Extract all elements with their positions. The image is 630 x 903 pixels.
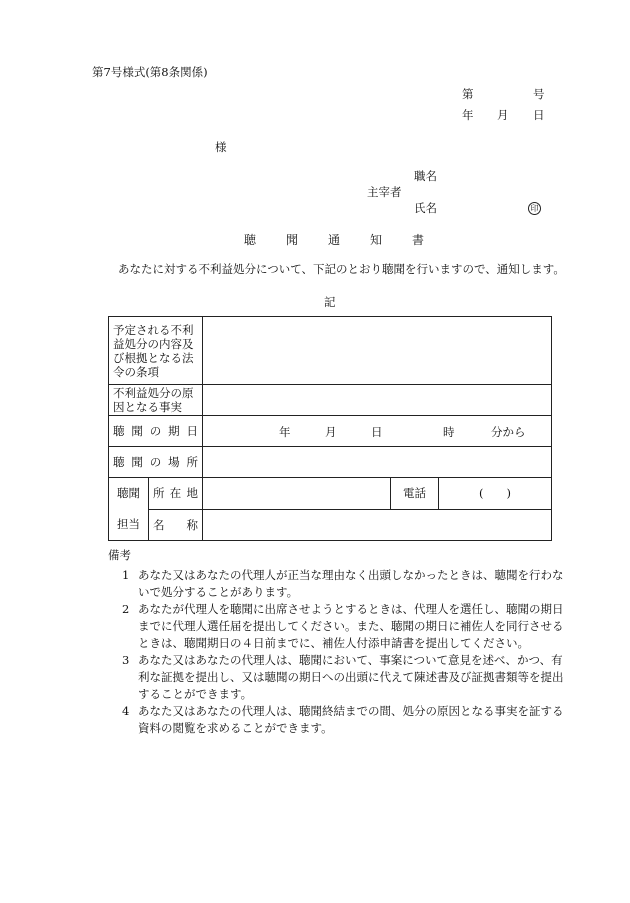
label-line: び根拠となる法: [113, 350, 194, 365]
phone-label: 電話: [391, 478, 439, 510]
date-month-label: 月: [325, 425, 337, 439]
label-char: 場: [168, 455, 180, 469]
remarks-heading: 備考: [108, 548, 131, 562]
row-label-name: [149, 509, 203, 541]
label-char: 聴: [113, 455, 125, 469]
remark-text: あなた又はあなたの代理人は、聴聞において、事案について意見を述べ、かつ、有利な証拠を提出し、又は聴聞の期日への出頭に代えて陳述書及び証拠書類等を提出することができます。: [138, 653, 564, 701]
post-label: 職名: [414, 169, 437, 183]
table-row: [109, 317, 552, 385]
form-number: 第7号様式(第8条関係): [92, 65, 208, 79]
label-line: 不利益処分の原: [113, 386, 194, 400]
remark-item: [108, 652, 568, 703]
name-label: 氏名: [414, 201, 437, 215]
seal-icon: 印: [528, 202, 541, 215]
label-char: 在: [169, 486, 182, 501]
value-address[interactable]: [203, 478, 391, 510]
ki-label: 記: [324, 295, 336, 309]
seal-mark: [528, 200, 541, 215]
document-title: [244, 231, 424, 248]
date-year: 年: [462, 108, 474, 122]
label-line: 因となる事実: [113, 400, 182, 414]
title-char: 聞: [285, 233, 298, 247]
table-row: [109, 385, 552, 416]
remark-text: あなた又はあなたの代理人は、聴聞終結までの間、処分の原因となる事実を証する資料の閲覧を求めることができます。: [138, 704, 564, 735]
table-row: [109, 478, 552, 510]
notice-table: [108, 316, 552, 541]
label-char: 地: [186, 486, 198, 501]
date-month: 月: [497, 108, 509, 122]
label-char: 聴: [113, 424, 125, 438]
label-char: の: [149, 424, 162, 438]
label-char: 聞: [131, 424, 143, 438]
label-line: 令の条項: [113, 364, 159, 379]
label-char: の: [149, 455, 162, 469]
number-prefix: 第: [462, 87, 474, 101]
value-disposition[interactable]: [203, 317, 552, 385]
date-year-label: 年: [279, 425, 291, 439]
organizer-label: 主宰者: [367, 185, 402, 199]
table-row: [109, 509, 552, 541]
value-fact[interactable]: [203, 385, 552, 416]
remark-text: あなた又はあなたの代理人が正当な理由なく出頭しなかったときは、聴聞を行わないで処分することがあります。: [138, 568, 564, 599]
title-char: 聴: [244, 233, 257, 247]
value-phone[interactable]: ( ): [439, 478, 552, 510]
label-char: 日: [186, 424, 198, 438]
row-label-address: [149, 478, 203, 510]
title-char: 知: [369, 233, 382, 247]
date-hour-label: 時: [443, 425, 455, 439]
remark-item: [108, 703, 568, 737]
row-label-hearing-staff: [109, 478, 149, 541]
label-char: 期: [168, 424, 180, 438]
label-line: 担当: [117, 517, 140, 531]
intro-text: あなたに対する不利益処分について、下記のとおり聴聞を行いますので、通知します。: [118, 262, 565, 276]
label-line: 聴聞: [117, 486, 140, 500]
value-name[interactable]: [203, 509, 552, 541]
row-label-fact: [109, 385, 203, 416]
label-char: 所: [186, 455, 198, 469]
value-date[interactable]: [203, 416, 552, 447]
date-day: 日: [533, 108, 545, 122]
date-day-label: 日: [371, 425, 383, 439]
number-suffix: 号: [533, 87, 545, 101]
remark-number: 1: [122, 568, 130, 582]
remark-text: あなたが代理人を聴聞に出席させようとするときは、代理人を選任し、聴聞の期日までに代理人選任届を提出してください。また、聴聞の期日に補佐人を同行させるときは、聴聞期日の４日前までに、補佐人付添申請書を提出してください。: [138, 602, 564, 650]
title-char: 通: [327, 233, 340, 247]
label-char: 称: [186, 517, 198, 532]
table-row: [109, 416, 552, 447]
label-line: 益処分の内容及: [113, 336, 194, 351]
remark-number: 4: [122, 704, 130, 718]
value-place[interactable]: [203, 447, 552, 478]
remark-number: 3: [122, 653, 130, 667]
title-char: 書: [411, 233, 424, 247]
label-char: 聞: [131, 455, 143, 469]
remark-item: [108, 601, 568, 652]
date-minute-label: 分から: [491, 425, 526, 439]
remark-number: 2: [122, 602, 130, 616]
row-label-place: [109, 447, 203, 478]
label-char: 名: [153, 517, 165, 532]
row-label-date: [109, 416, 203, 447]
label-line: 予定される不利: [113, 322, 194, 337]
table-row: [109, 447, 552, 478]
remark-item: [108, 567, 568, 601]
row-label-disposition: [109, 317, 203, 385]
label-char: 所: [153, 486, 165, 501]
remarks: [108, 547, 568, 737]
addressee-suffix: 様: [215, 140, 227, 154]
